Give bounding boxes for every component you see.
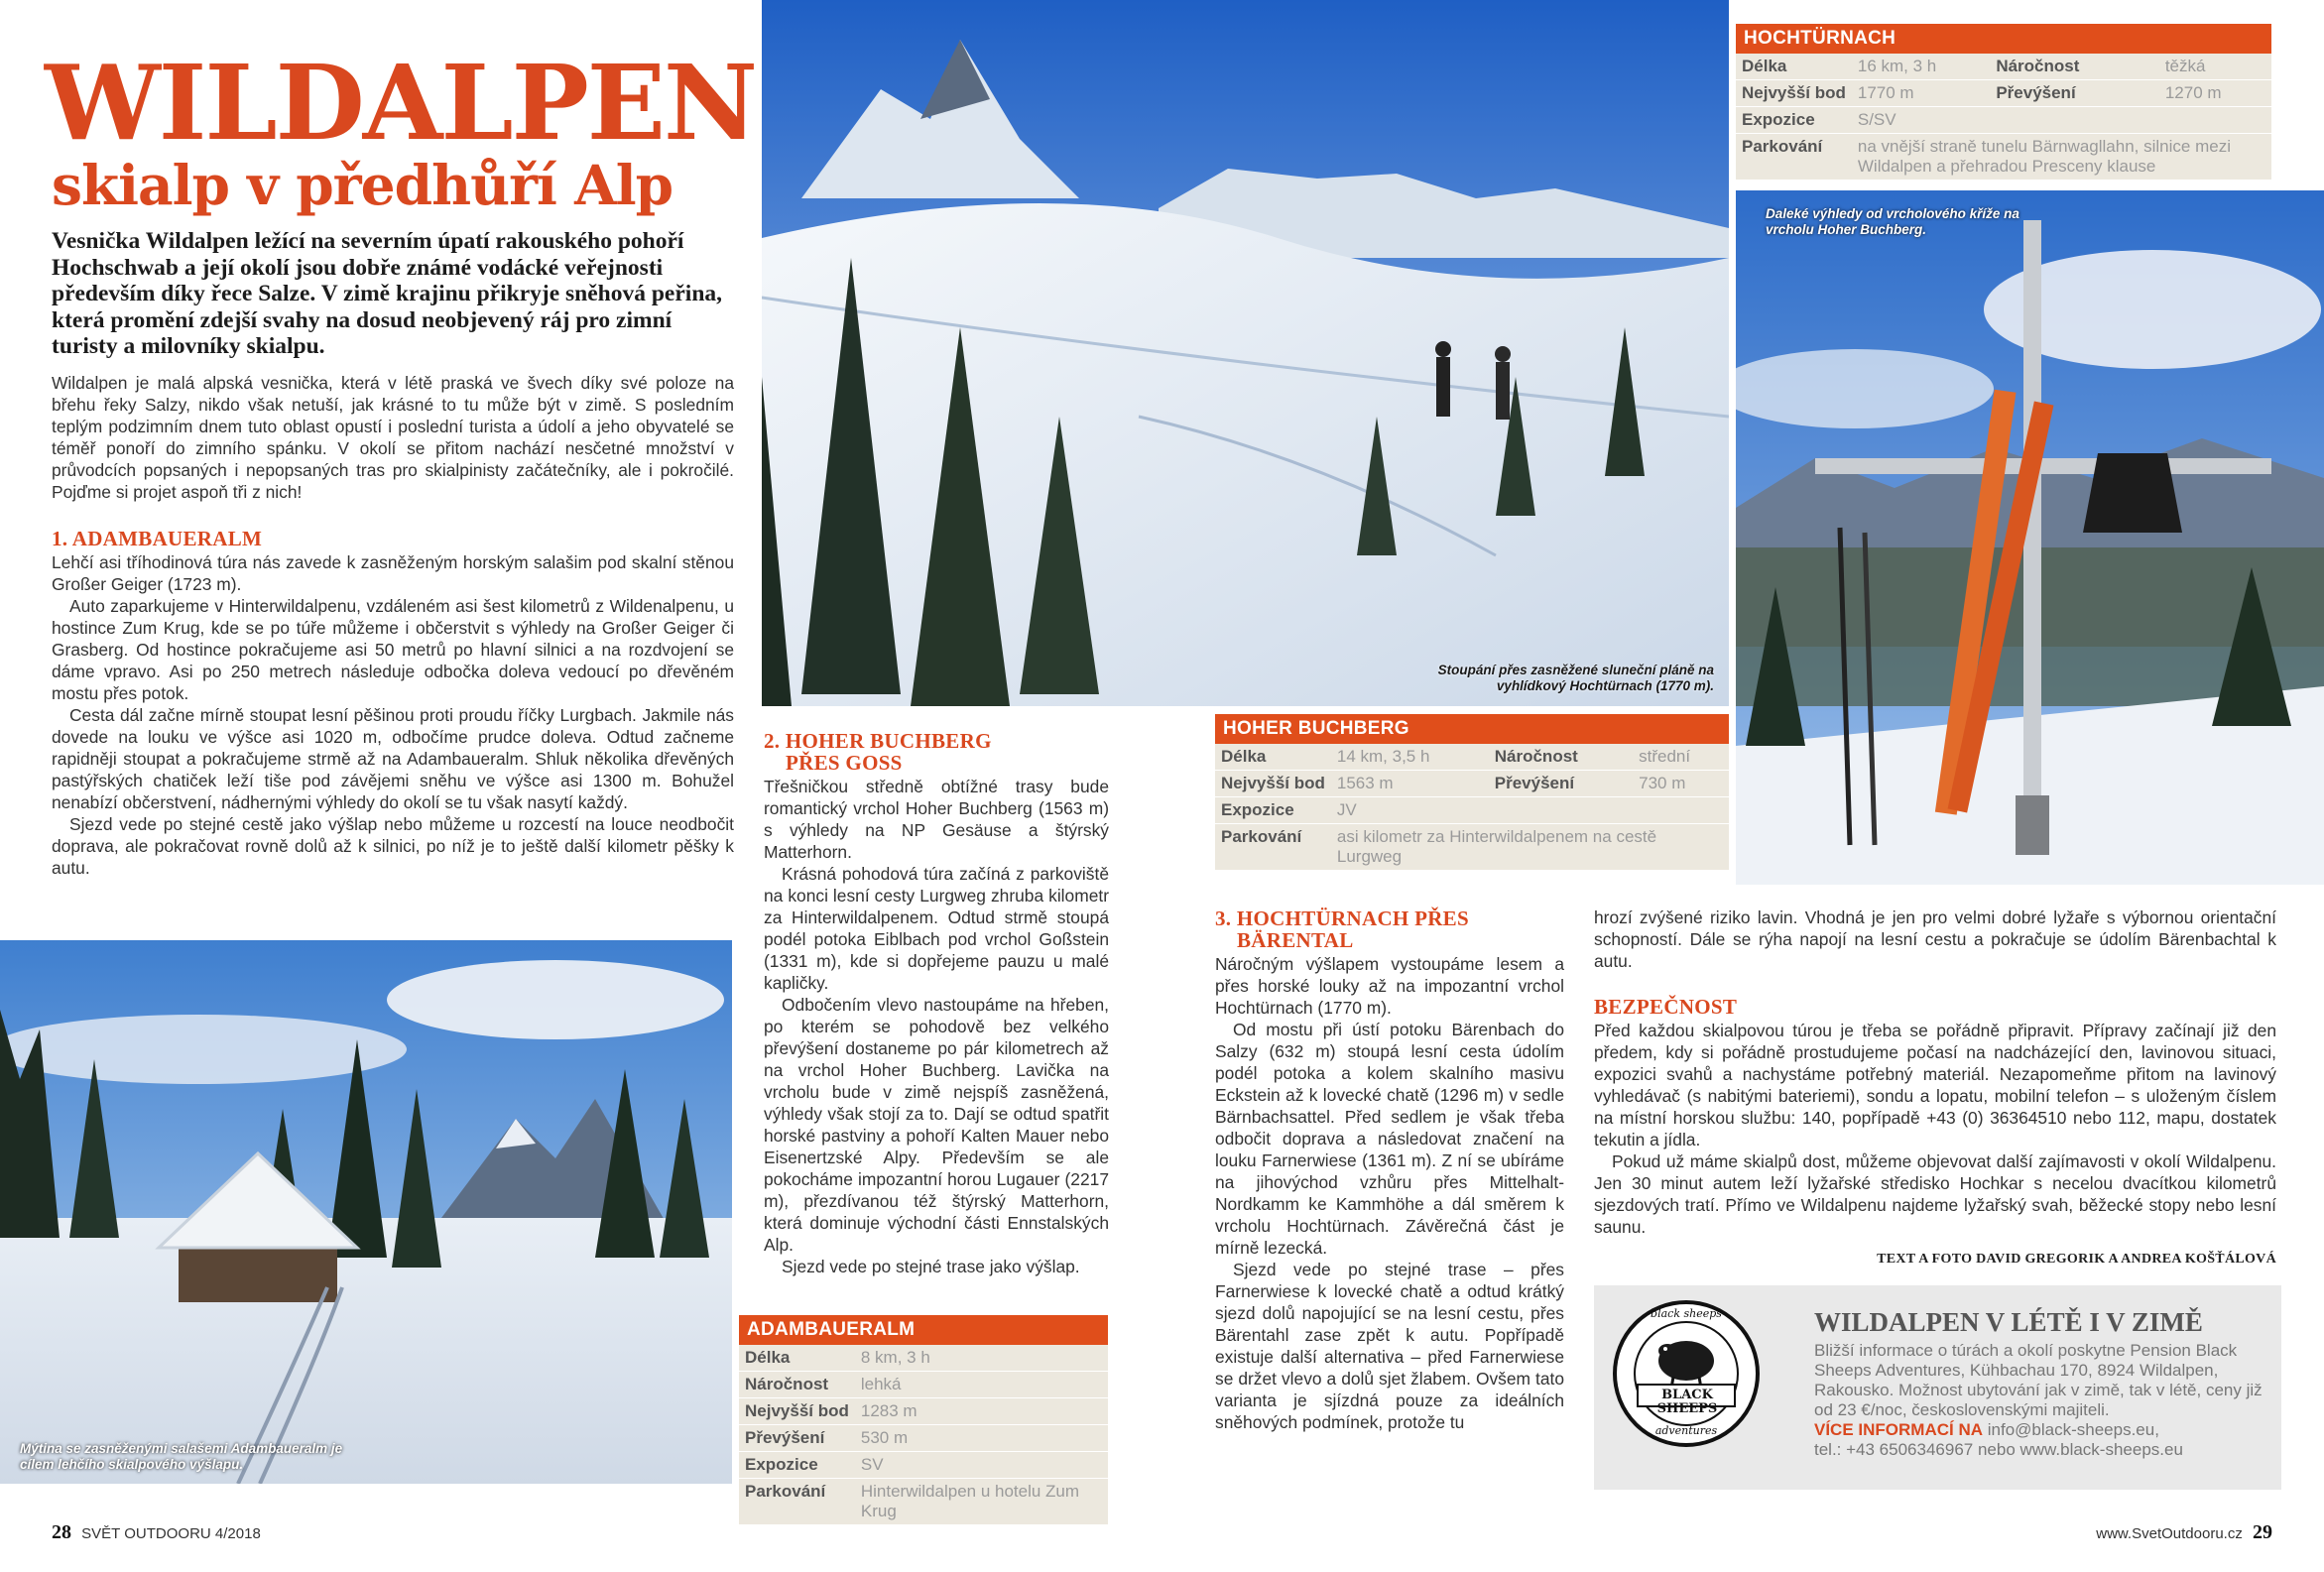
- intro-text: Wildalpen je malá alpská vesnička, která v létě praská ve švech díky své poloze na břehu řeky Salzy, nikdo však netuší, jak krásné to tu může být v zimě. S posledním teplým podzimním dnem tuto oblast opustí i poslední turista a údolí a jeho obyvatelé se téměř ponoří do zimního spánku. V okolí se přitom nachází nesčetné množství v průvodcích popsaných i nepopsaných tras pro skialpinisty začátečníky, ale i pokročilé. Pojďme si projet aspoň tři z nich!: [52, 373, 734, 502]
- logo-text: BLACK SHEEPS: [1656, 1388, 1718, 1416]
- lead-paragraph: Vesnička Wildalpen ležící na severním úpatí rakouského pohoří Hochschwab a její okolí jsou dobře známé vodácké veřejnosti především díky řece Salze. V zimě krajinu přikryje sněhová peřina, která promění zdejší svahy na dosud neobjevený ráj pro zimní turisty a milovníky skialpu.: [52, 228, 723, 359]
- section-heading: 2. HOHER BUCHBERG PŘES GOSS: [764, 729, 992, 775]
- magazine-url[interactable]: www.SvetOutdooru.cz: [2096, 1525, 2243, 1542]
- photo-caption: Stoupání přes zasněžené sluneční pláně na vyhlídkový Hochtürnach (1770 m).: [1437, 663, 1714, 693]
- infobox-header: HOHER BUCHBERG: [1215, 714, 1729, 744]
- section-hoher-buchberg: 2. HOHER BUCHBERG PŘES GOSS Třešničkou středně obtížné trasy bude romantický vrchol Hoher Buchberg (1563 m) s výhledy na NP Gesäuse a štýrský Matterhorn. Krásná pohodová túra začíná z parkoviště na konci lesní cesty Lurgweg zhruba kilometr za Hinterwildalpenem. Odtud strmě stoupá podél potoka Eiblbach pod vrchol Goßstein (1331 m), kde si dopřejeme pauzu u malé kapličky. Odbočením vlevo nastoupáme na hřeben, po kterém se pohodově bez velkého převýšení dostaneme po pár kilometrech až na vrchol Hoher Buchberg. Lavička na vrcholu bude v zimě nejspíš zasněžená, výhledy však stojí za to. Dají se odtud spatřit horské pastviny a pohoří Kalten Mauer nebo Eisenertzské Alpy. Především se ale pokocháme impozantní horou Lugauer (2217 m), přezdívanou též štýrský Matterhorn, která dominuje východní části Ennstalských Alp. Sjezd vede po stejné trase jako výšlap.: [764, 729, 1109, 1276]
- infobox-header: HOCHTÜRNACH: [1736, 24, 2271, 54]
- magazine-issue: SVĚT OUTDOORU 4/2018: [81, 1525, 261, 1542]
- page-number: 29: [2253, 1521, 2272, 1543]
- promo-heading: WILDALPEN V LÉTĚ I V ZIMĚ: [1814, 1307, 2203, 1337]
- promo-text: Bližší informace o túrách a okolí poskytne Pension Black Sheeps Adventures, Kühbachau 170, 8924 Wildalpen, Rakousko. Možnost ubytování jak v zimě, tak v létě, ceny již od 23 €/noc, československými majiteli.: [1814, 1341, 2263, 1419]
- photo-summit-cross: [1736, 190, 2324, 885]
- black-sheeps-logo: [1612, 1299, 1761, 1448]
- section-adambaueralm: 1. ADAMBAUERALM Lehčí asi tříhodinová túra nás zavede k zasněženým horským salašim pod skalní stěnou Großer Geiger (1723 m). Auto zaparkujeme v Hinterwildalpenu, vzdáleném asi šest kilometrů z Wildenalpenu, u hostince Zum Krug, kde se po túře můžeme i občerstvit s výhledy na Großer Geiger či Grasberg. Od hostince pokračujeme asi 50 metrů po hlavní silnici a na rozdvojení se dáme vpravo. Asi po 250 metrech následuje odbočka doleva vedoucí po dřevěném mostu přes potok. Cesta dál začne mírně stoupat lesní pěšinou proti proudu říčky Lurgbach. Jakmile nás dovede na louku ve výšce asi 1020 m, odbočíme prudce doleva. Odtud začneme rapidněji stoupat a pokračujeme strmě až na Adambaueralm. Shluk několika dřevěných pastýřských chatiček leží tiše pod závějemi sněhu ve výšce asi 1300 m. Bohužel nenabízí občerstvení, nádhernými výhledy do okolí se tu však nasytí každý. Sjezd vede po stejné cestě jako výšlap nebo můžeme u rozcestí na louce neodbočit doprava, ale pokračovat rovně dolů až k silnici, po níž je to ještě další kilometr pěšky k autu.: [52, 527, 734, 878]
- photo-adambaueralm: [0, 940, 732, 1484]
- footer-right: [2096, 1521, 2272, 1544]
- photo-caption: Daleké výhledy od vrcholového kříže na vrcholu Hoher Buchberg.: [1766, 206, 2019, 237]
- section-heading: 1. ADAMBAUERALM: [52, 527, 263, 550]
- photo-ascent: [762, 0, 1729, 706]
- page-number: 28: [52, 1521, 71, 1543]
- promo-box: [1594, 1285, 2281, 1490]
- infobox-adambaueralm: [739, 1315, 1108, 1525]
- footer-left: [52, 1521, 261, 1544]
- section-continuation: hrozí zvýšené riziko lavin. Vhodná je jen pro velmi dobré lyžaře s výbornou orientační schopností. Dále se rýha napojí na lesní cestu a pokračuje se údolím Bärenbachtal k autu.: [1594, 907, 2276, 971]
- infobox-header: ADAMBAUERALM: [739, 1315, 1108, 1345]
- infobox-table: Délka 8 km, 3 h Náročnost lehká Nejvyšší bod 1283 m Převýšení 530 m Expozice SV Parkování Hinterwildalpen u hotelu Zum Krug: [739, 1345, 1108, 1525]
- infobox-table: Délka 16 km, 3 h Náročnost těžká Nejvyšší bod 1770 m Převýšení 1270 m Expozice S/SV Parkování na vnější straně tunelu Bärnwagllahn, silnice mezi Wildalpen a přehradou Presceny klause: [1736, 54, 2271, 181]
- photo-caption: Mýtina se zasněženými salašemi Adambaueralm je cílem lehčího skialpového výšlapu.: [20, 1441, 343, 1472]
- page-subtitle: skialp v předhůří Alp: [52, 153, 673, 217]
- promo-content: [1814, 1307, 2270, 1460]
- page-title: WILDALPEN: [45, 42, 757, 164]
- logo-top-text: black sheeps: [1651, 1307, 1722, 1320]
- summit-photo: [1736, 190, 2324, 885]
- snowfield-photo: [762, 0, 1729, 706]
- section-hochturnach: 3. HOCHTÜRNACH PŘES BÄRENTAL Náročným výšlapem vystoupáme lesem a přes horské louky až na impozantní vrchol Hochtürnach (1770 m). Od mostu při ústí potoku Bärenbach do Salzy (632 m) stoupá lesní cesta údolím podél potoka a kolem skalního masivu Eckstein až k lovecké chatě (1296 m) v sedle Bärnbachsattel. Před sedlem je však třeba odbočit doprava a následovat značení na louku Farnerwiese (1361 m). Z ní se ubíráme na jihovýchod vzhůru přes Mittelhalt-Nordkamm ke Kammhöhe a dál směrem k vrcholu Hochtürnach. Závěrečná část je mírně lezecká. Sjezd vede po stejné trase – přes Farnerwiese k lovecké chatě a odtud krátký sjezd dolů napojující se na lesní cestu, přes Bärentahl zase zpět k autu. Popřípadě existuje další alternativa – před Farnerwiese se držet vlevo a dolů sjet žlabem. Ovšem tato varianta je sjízdná pouze za ideálních sněhových podmínek, protože tu: [1215, 907, 1564, 1432]
- infobox-table: Délka 14 km, 3,5 h Náročnost střední Nejvyšší bod 1563 m Převýšení 730 m Expozice JV Parkování asi kilometr za Hinterwildalpenem na cestě Lurgweg: [1215, 744, 1729, 871]
- section-heading: 3. HOCHTÜRNACH PŘES BÄRENTAL: [1215, 907, 1469, 952]
- promo-contact[interactable]: tel.: +43 6506346967 nebo www.black-sheeps.eu: [1814, 1440, 2183, 1459]
- article-credit: TEXT A FOTO DAVID GREGORIK A ANDREA KOŠŤÁLOVÁ: [1877, 1252, 2276, 1267]
- section-heading: BEZPEČNOST: [1594, 995, 1738, 1019]
- logo-bottom-text: adventures: [1654, 1424, 1718, 1437]
- infobox-hoher-buchberg: [1215, 714, 1729, 871]
- cabin-photo: [0, 940, 732, 1484]
- infobox-hochturnach: [1736, 24, 2271, 181]
- section-safety: BEZPEČNOST Před každou skialpovou túrou je třeba se pořádně připravit. Přípravy začínají již den předem, kdy si pořádně prostudujeme počasí na nadcházející den, lavinovou situaci, expozici svahů a nachystáme potřebný materiál. Nezapomeňme přitom na lavinový vyhledávač (s nabitými bateriemi), sondu a lopatu, mobilní telefon – s uloženým číslem na místní horskou službu: 140, popřípadě +43 (0) 36364510 nebo 112, mapu, dostatek tekutin a jídla. Pokud už máme skialpů dost, můžeme objevovat další zajímavosti v okolí Wildalpenu. Jen 30 minut autem leží lyžařské středisko Hochkar s necelou dvacítkou kilometrů sjezdových tratí. Přímo ve Wildalpenu najdeme lyžařský svah, běžecké stopy nebo lesní saunu.: [1594, 995, 2276, 1237]
- promo-more: VÍCE INFORMACÍ NA info@black-sheeps.eu,: [1814, 1420, 2159, 1439]
